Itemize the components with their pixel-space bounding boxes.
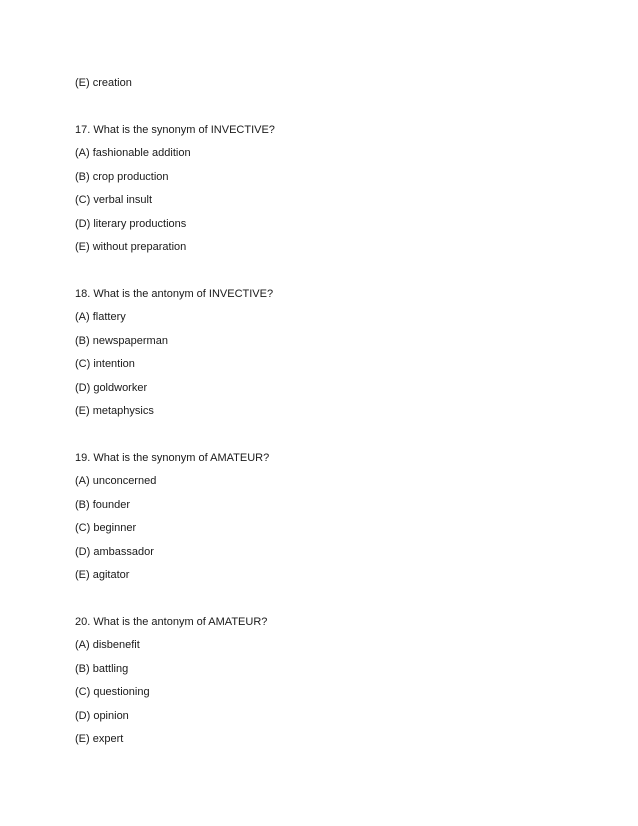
- question-20: 20. What is the antonym of AMATEUR?: [75, 616, 268, 628]
- q20-option-c: (C) questioning: [75, 686, 150, 698]
- q17-option-a: (A) fashionable addition: [75, 147, 191, 159]
- q17-option-b: (B) crop production: [75, 171, 169, 183]
- q17-option-e: (E) without preparation: [75, 241, 187, 253]
- q18-option-a: (A) flattery: [75, 311, 126, 323]
- q20-option-a: (A) disbenefit: [75, 639, 140, 651]
- q18-option-c: (C) intention: [75, 358, 135, 370]
- question-18: 18. What is the antonym of INVECTIVE?: [75, 288, 274, 300]
- q19-option-c: (C) beginner: [75, 522, 137, 534]
- q20-option-b: (B) battling: [75, 663, 129, 675]
- q18-option-d: (D) goldworker: [75, 382, 148, 394]
- q18-option-b: (B) newspaperman: [75, 335, 168, 347]
- question-19: 19. What is the synonym of AMATEUR?: [75, 452, 270, 464]
- q19-option-e: (E) agitator: [75, 569, 130, 581]
- q20-option-e: (E) expert: [75, 733, 124, 745]
- q19-option-a: (A) unconcerned: [75, 475, 157, 487]
- q18-option-e: (E) metaphysics: [75, 405, 154, 417]
- lead-option: (E) creation: [75, 77, 132, 89]
- q19-option-d: (D) ambassador: [75, 546, 154, 558]
- q19-option-b: (B) founder: [75, 499, 131, 511]
- q20-option-d: (D) opinion: [75, 710, 129, 722]
- question-17: 17. What is the synonym of INVECTIVE?: [75, 124, 275, 136]
- q17-option-d: (D) literary productions: [75, 218, 187, 230]
- q17-option-c: (C) verbal insult: [75, 194, 153, 206]
